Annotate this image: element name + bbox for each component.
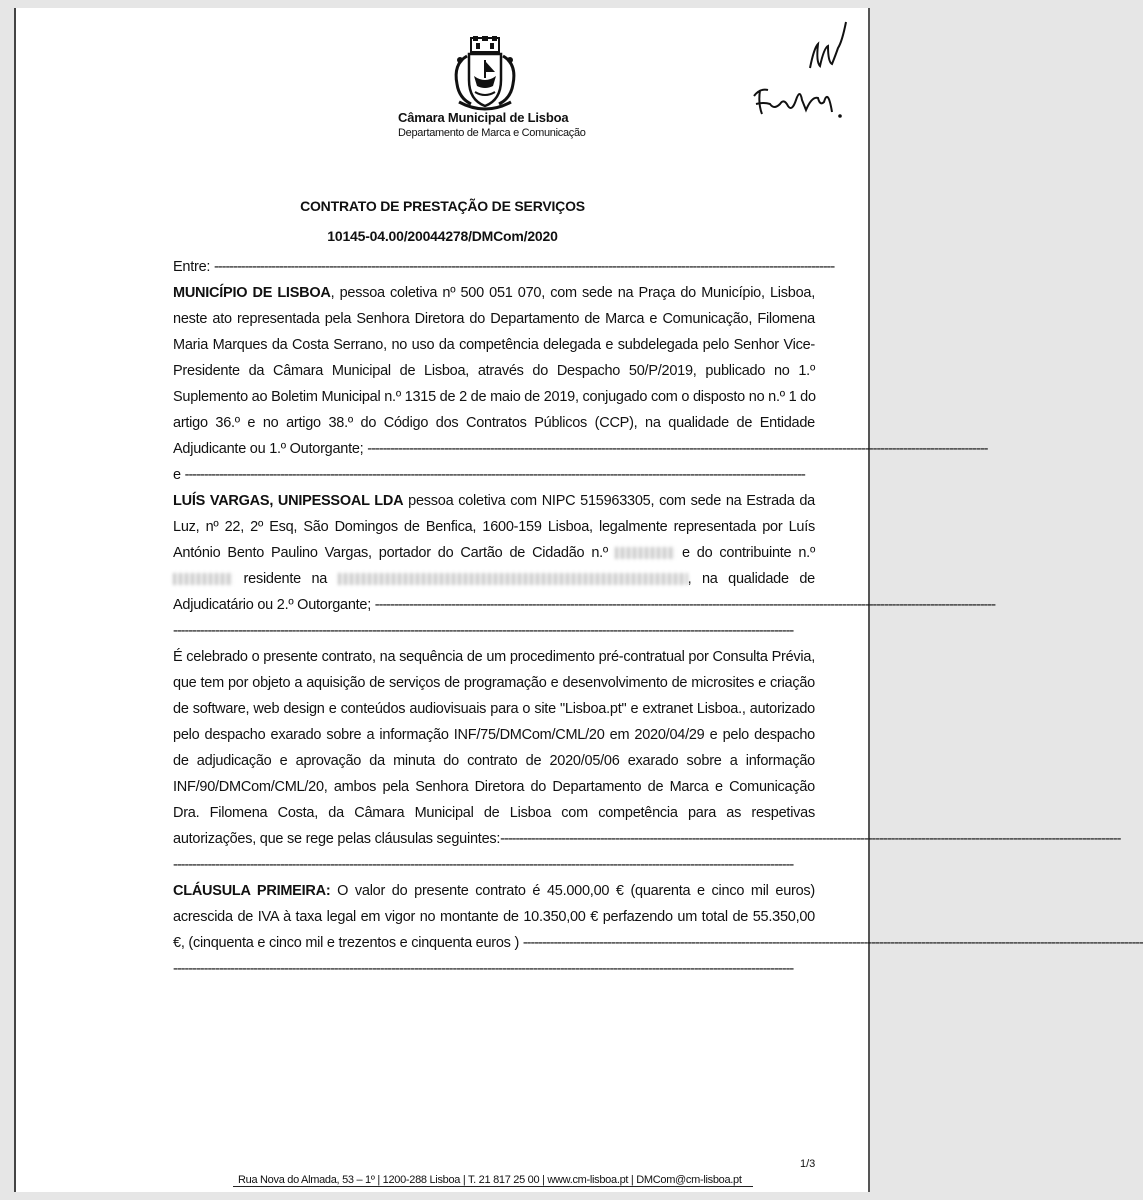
intro-line3: de software, web design e conteúdos audiovisuais para o site "Lisboa.pt" e extranet Lisboa., autorizado [173, 701, 815, 717]
clause1-line2: acrescida de IVA à taxa legal em vigor no montante de 10.350,00 € perfazendo um total de 55.350,00 [173, 909, 815, 925]
contract-body [173, 254, 1143, 982]
e-line: e ------------------------------------------------------------------------------------------------------------------------------------------------------------------ [173, 467, 805, 483]
party1-line4: Presidente da Câmara Municipal de Lisboa, através do Despacho 50/P/2019, publicado no 1.º [173, 363, 815, 379]
party2-line5: Adjudicatário ou 2.º Outorgante; ------------------------------------------------------------------------------------------------------------------------------------------------------------------ [173, 597, 996, 613]
intro-line1: É celebrado o presente contrato, na sequência de um procedimento pré-contratual por Consulta Prévia, [173, 649, 815, 665]
city-coat-of-arms-icon [445, 36, 525, 112]
intro-line7: Dra. Filomena Costa, da Câmara Municipal de Lisboa com competência para as respetivas [173, 805, 815, 821]
redacted-address [338, 573, 688, 585]
separator-line: ------------------------------------------------------------------------------------------------------------------------------------------------------------------ [173, 857, 794, 873]
party1-line1: MUNICÍPIO DE LISBOA, pessoa coletiva nº 500 051 070, com sede na Praça do Município, Lisboa, [173, 285, 815, 301]
intro-line2: que tem por objeto a aquisição de serviços de programação e desenvolvimento de microsites e criação [173, 675, 815, 691]
clause1-line1: CLÁUSULA PRIMEIRA: O valor do presente contrato é 45.000,00 € (quarenta e cinco mil euros) [173, 883, 815, 899]
intro-line8: autorizações, que se rege pelas cláusulas seguintes:------------------------------------------------------------------------------------------------------------------------------------------------------------------ [173, 831, 1121, 847]
handwritten-signature-icon [748, 18, 858, 128]
party2-line2: Luz, nº 22, 2º Esq, São Domingos de Benfica, 1600-159 Lisboa, legalmente representada por Luís [173, 519, 815, 535]
intro-line6: INF/90/DMCom/CML/20, ambos pela Senhora Diretora do Departamento de Marca e Comunicação [173, 779, 815, 795]
party1-line7: Adjudicante ou 1.º Outorgante; ------------------------------------------------------------------------------------------------------------------------------------------------------------------ [173, 441, 988, 457]
clause1-heading: CLÁUSULA PRIMEIRA: [173, 883, 331, 899]
party1-line2: neste ato representada pela Senhora Diretora do Departamento de Marca e Comunicação, Filomena [173, 311, 815, 327]
party1-name: MUNICÍPIO DE LISBOA [173, 285, 331, 301]
party1-line5: Suplemento ao Boletim Municipal n.º 1315 de 2 de maio de 2019, conjugado com o disposto no n.º 1 do [173, 389, 816, 405]
intro-line4: pelo despacho exarado sobre a informação INF/75/DMCom/CML/20 em 2020/04/29 e pelo despacho [173, 727, 815, 743]
contract-reference: 10145-04.00/20044278/DMCom/2020 [327, 228, 558, 244]
party2-line4: residente na , na qualidade de [173, 566, 815, 592]
party2-line1: LUÍS VARGAS, UNIPESSOAL LDA pessoa coletiva com NIPC 515963305, com sede na Estrada da [173, 493, 815, 509]
footer-rule [233, 1186, 753, 1187]
page-number: 1/3 [800, 1158, 816, 1170]
clause1-line3: €, (cinquenta e cinco mil e trezentos e cinquenta euros ) ------------------------------------------------------------------------------------------------------------------------------------------------------------------ [173, 935, 1143, 951]
party2-line3: António Bento Paulino Vargas, portador do Cartão de Cidadão n.º e do contribuinte n.º [173, 545, 815, 561]
org-name: Câmara Municipal de Lisboa [398, 110, 569, 125]
redacted-id [615, 547, 675, 559]
party1-line3: Maria Marques da Costa Serrano, no uso da competência delegada e subdelegada pelo Senhor Vice- [173, 337, 815, 353]
department-name: Departamento de Marca e Comunicação [398, 127, 586, 139]
redacted-nif [173, 573, 233, 585]
party1-line6: artigo 36.º e no artigo 38.º do Código dos Contratos Públicos (CCP), na qualidade de Entidade [173, 415, 815, 431]
intro-line5: de adjudicação e aprovação da minuta do contrato de 2020/05/06 exarado sobre a informação [173, 753, 815, 769]
separator-line: ------------------------------------------------------------------------------------------------------------------------------------------------------------------ [173, 623, 794, 639]
footer-address: Rua Nova do Almada, 53 – 1º | 1200-288 Lisboa | T. 21 817 25 00 | www.cm-lisboa.pt | DMCom@cm-lisboa.pt [238, 1174, 742, 1186]
contract-title: CONTRATO DE PRESTAÇÃO DE SERVIÇOS [300, 198, 585, 214]
entre-line: Entre: ------------------------------------------------------------------------------------------------------------------------------------------------------------------ [173, 259, 835, 275]
separator-line: ------------------------------------------------------------------------------------------------------------------------------------------------------------------ [173, 961, 794, 977]
party2-name: LUÍS VARGAS, UNIPESSOAL LDA [173, 493, 404, 509]
